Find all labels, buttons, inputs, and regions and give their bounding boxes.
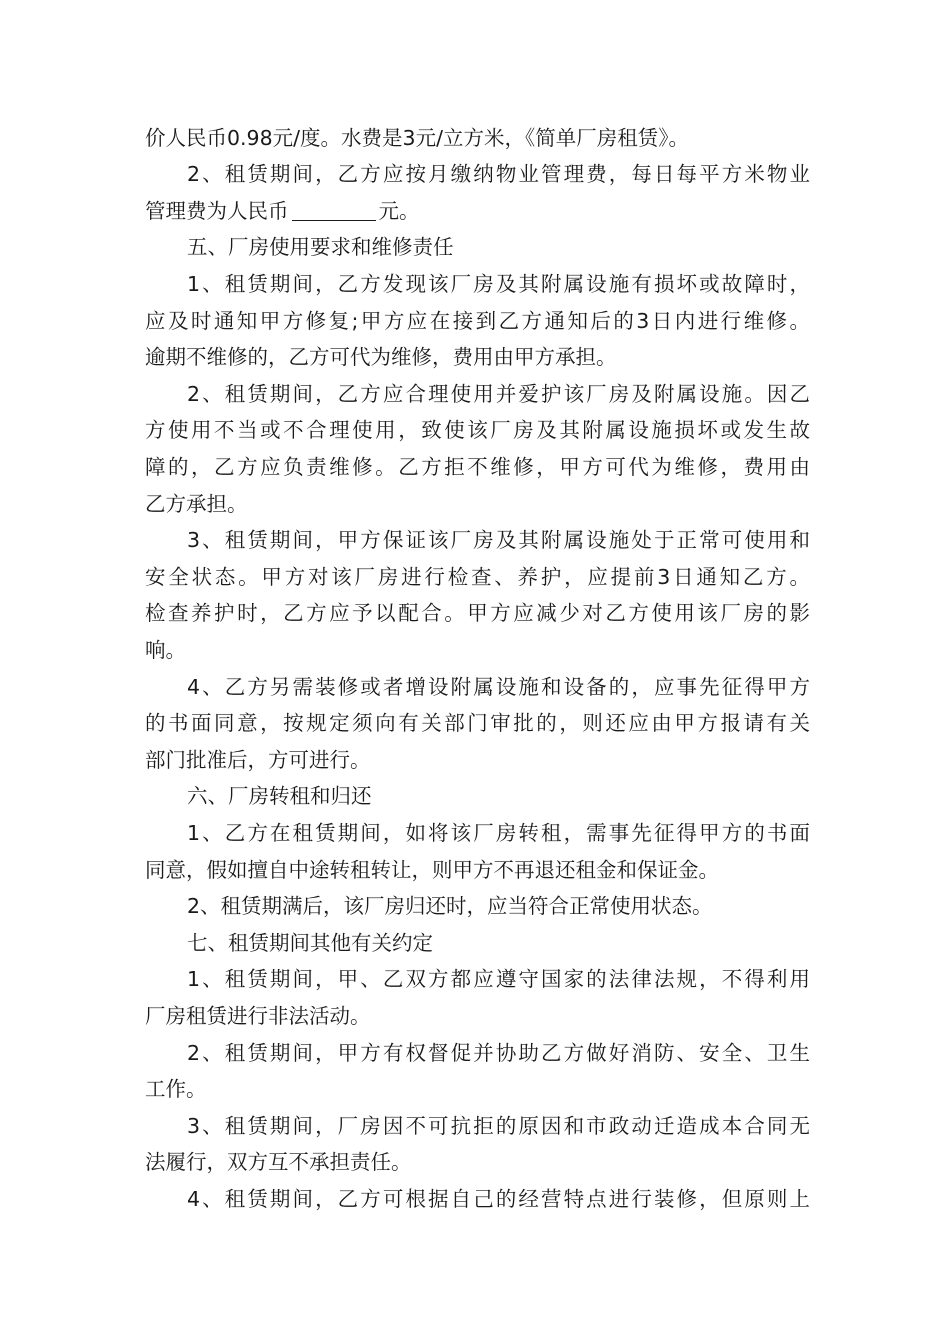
text-line: 部门批准后，方可进行。 [145,748,371,772]
text-line: 响。 [145,638,186,662]
text-line: 3、租赁期间，厂房因不可抗拒的原因和市政动迁造成本合同无 [187,1114,810,1138]
text-line: 方使用不当或不合理使用，致使该厂房及其附属设施损坏或发生故 [145,418,810,442]
text-fragment: 管理费为人民币 [145,199,289,223]
section-heading: 六、厂房转租和归还 [187,784,372,808]
text-line: 同意，假如擅自中途转租转让，则甲方不再退还租金和保证金。 [145,858,719,882]
text-fragment: 元。 [378,199,420,223]
text-line: 安全状态。甲方对该厂房进行检查、养护，应提前3日通知乙方。 [145,565,810,589]
text-line: 2、租赁期间，甲方有权督促并协助乙方做好消防、安全、卫生 [187,1041,810,1065]
section-heading: 七、租赁期间其他有关约定 [187,931,433,955]
text-line: 厂房租赁进行非法活动。 [145,1004,371,1028]
text-line: 2、租赁期满后，该厂房归还时，应当符合正常使用状态。 [187,894,713,918]
text-line: 应及时通知甲方修复;甲方应在接到乙方通知后的3日内进行维修。 [145,309,810,333]
section-heading: 五、厂房使用要求和维修责任 [187,235,454,259]
text-line: 1、租赁期间，乙方发现该厂房及其附属设施有损坏或故障时， [187,272,810,296]
text-line: 的书面同意，按规定须向有关部门审批的，则还应由甲方报请有关 [145,711,810,735]
text-line: 工作。 [145,1077,207,1101]
fill-in-blank [292,200,376,221]
text-line: 障的，乙方应负责维修。乙方拒不维修，甲方可代为维修，费用由 [145,455,810,479]
text-line: 检查养护时，乙方应予以配合。甲方应减少对乙方使用该厂房的影 [145,601,810,625]
text-line: 1、租赁期间，甲、乙双方都应遵守国家的法律法规，不得利用 [187,967,810,991]
text-line: 2、租赁期间，乙方应合理使用并爱护该厂房及附属设施。因乙 [187,382,810,406]
text-line: 4、乙方另需装修或者增设附属设施和设备的，应事先征得甲方 [187,675,810,699]
text-line: 3、租赁期间，甲方保证该厂房及其附属设施处于正常可使用和 [187,528,810,552]
text-line: 逾期不维修的，乙方可代为维修，费用由甲方承担。 [145,345,617,369]
text-line: 4、租赁期间，乙方可根据自己的经营特点进行装修，但原则上 [187,1187,810,1211]
text-line-with-blank [145,197,810,225]
text-line: 法履行，双方互不承担责任。 [145,1150,412,1174]
text-line: 乙方承担。 [145,492,248,516]
text-line: 2、租赁期间，乙方应按月缴纳物业管理费，每日每平方米物业 [187,162,810,186]
text-line: 价人民币0.98元/度。水费是3元/立方米，《简单厂房租赁》。 [145,126,689,150]
text-line: 1、乙方在租赁期间，如将该厂房转租，需事先征得甲方的书面 [187,821,810,845]
